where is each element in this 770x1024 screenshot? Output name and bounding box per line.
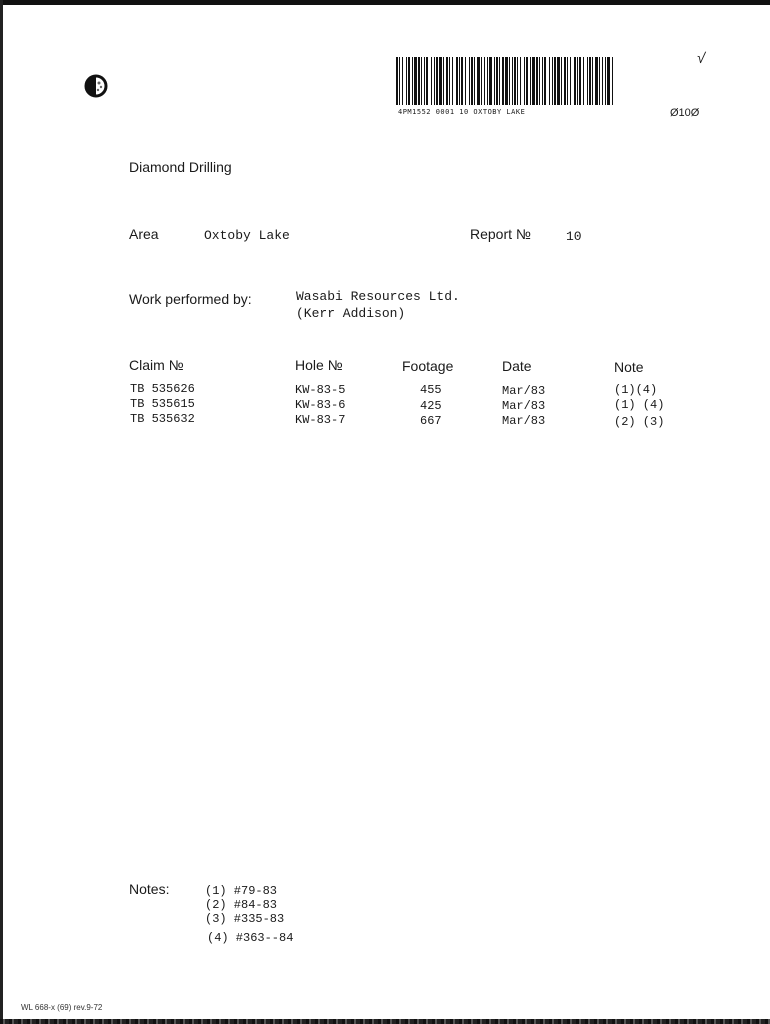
notes-label: Notes:	[129, 881, 170, 897]
claim-cell: TB 535632	[130, 412, 195, 426]
claim-cell: TB 535615	[130, 397, 195, 411]
work-performed-label: Work performed by:	[129, 291, 252, 307]
area-value: Oxtoby Lake	[204, 228, 290, 243]
notes-list	[205, 884, 293, 945]
claim-cell: TB 535626	[130, 382, 195, 396]
scan-edge-left	[0, 0, 3, 1024]
ministry-logo-icon	[84, 74, 108, 98]
col-header-date: Date	[502, 358, 532, 374]
report-label: Report №	[470, 226, 531, 242]
footage-cell: 425	[420, 399, 442, 413]
date-cell: Mar/83	[502, 414, 546, 428]
barcode-caption: 4PM1552 0001 10 OXTOBY LAKE	[398, 108, 526, 116]
note-item: (2) #84-83	[205, 898, 278, 912]
col-header-claim: Claim №	[129, 357, 184, 373]
date-cell: Mar/83	[502, 399, 546, 413]
col-header-hole: Hole №	[295, 357, 343, 373]
date-cell: Mar/83	[502, 384, 546, 398]
col-header-note: Note	[614, 359, 644, 375]
work-company: Wasabi Resources Ltd.	[296, 289, 460, 304]
document-title: Diamond Drilling	[129, 159, 232, 175]
footage-cell: 455	[420, 383, 442, 397]
barcode	[396, 57, 614, 105]
scan-edge-bottom	[0, 1019, 770, 1024]
document-number: Ø10Ø	[670, 107, 700, 119]
report-value: 10	[566, 229, 582, 244]
footage-cell: 667	[420, 414, 442, 428]
note-cell: (1) (4)	[614, 398, 665, 412]
work-company-parent: (Kerr Addison)	[296, 306, 406, 321]
note-cell: (2) (3)	[614, 415, 665, 429]
area-label: Area	[129, 226, 159, 242]
note-item: (4) #363--84	[207, 931, 294, 945]
scan-edge-top	[0, 0, 770, 5]
note-cell: (1)(4)	[614, 383, 658, 397]
note-item: (3) #335-83	[205, 912, 285, 926]
note-item: (1) #79-83	[205, 884, 278, 898]
hole-cell: KW-83-6	[295, 398, 346, 412]
form-code: WL 668-x (69) rev.9-72	[21, 1003, 103, 1012]
check-mark: √	[695, 49, 707, 68]
col-header-footage: Footage	[402, 358, 454, 374]
hole-cell: KW-83-5	[295, 383, 346, 397]
hole-cell: KW-83-7	[295, 413, 346, 427]
